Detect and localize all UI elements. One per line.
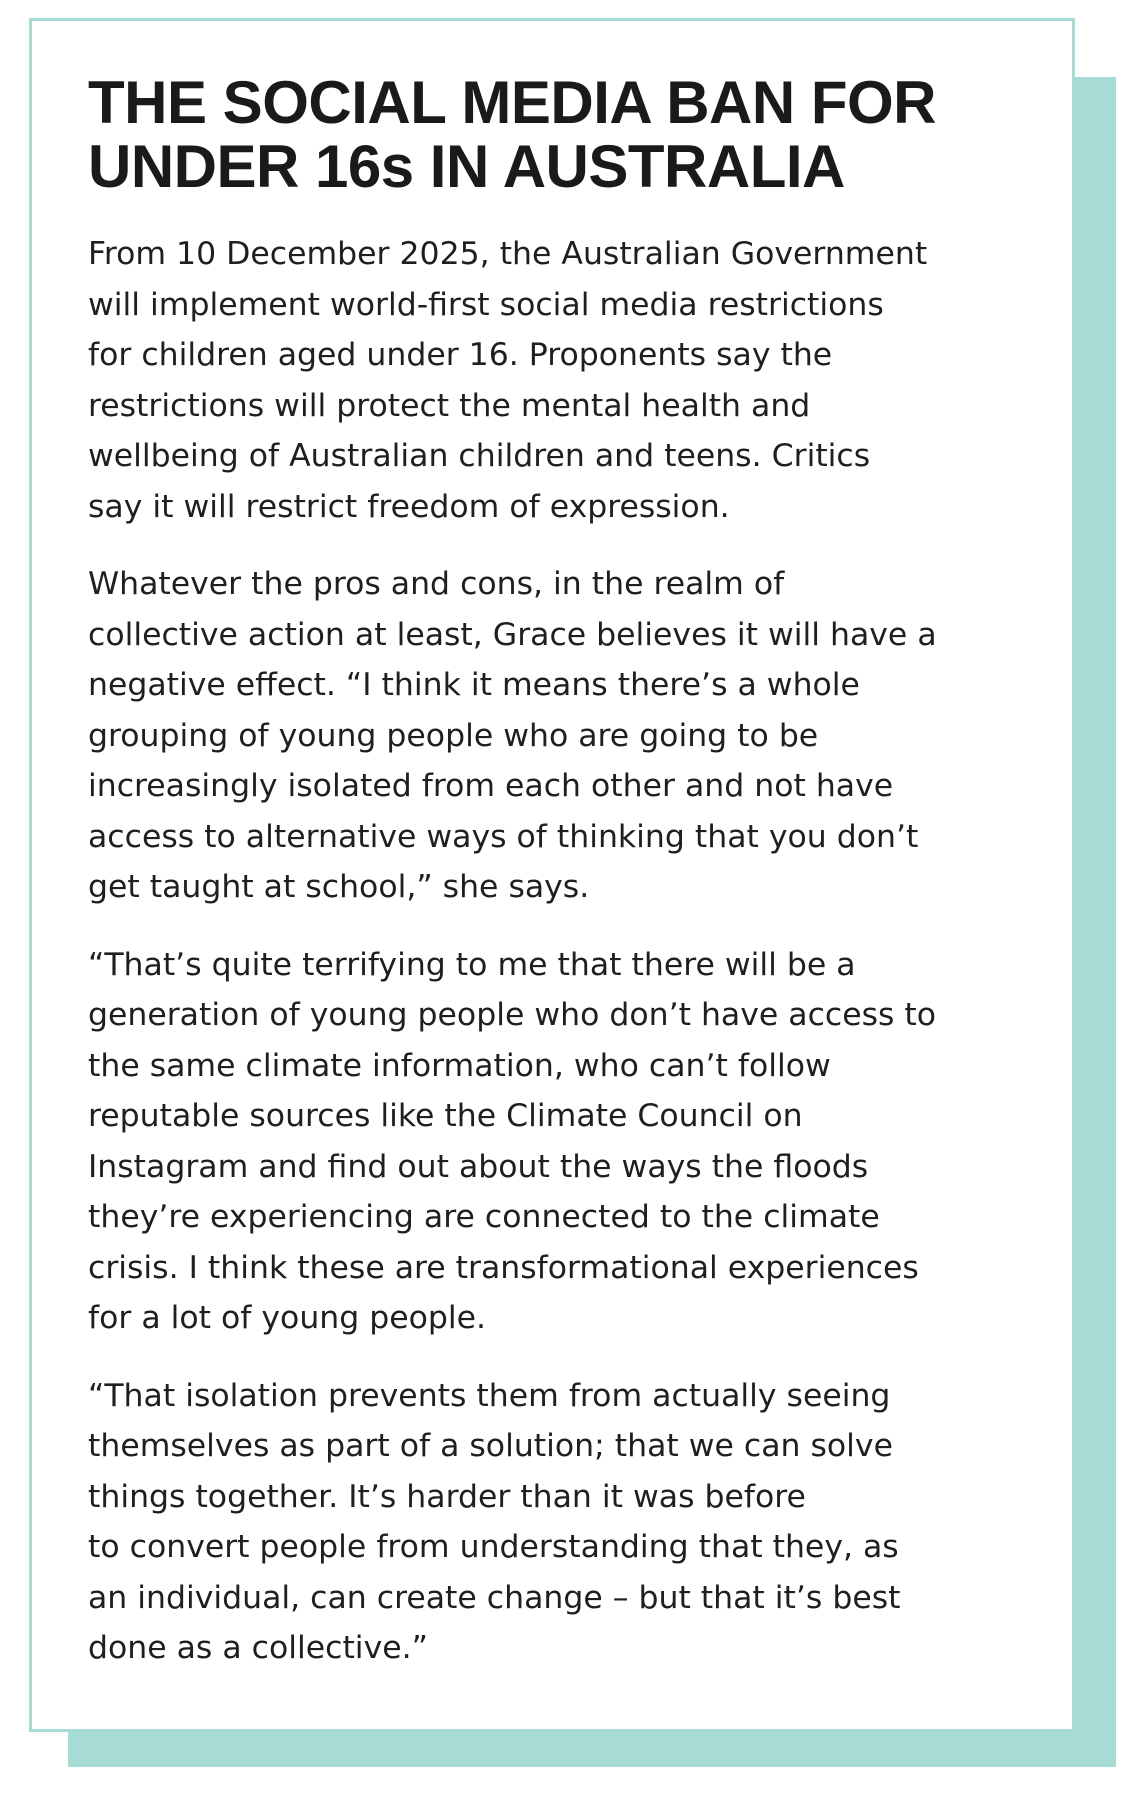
article-title: THE SOCIAL MEDIA BAN FOR UNDER 16s IN AUSTRALIA [88, 69, 937, 200]
article-card [29, 18, 1075, 1732]
article-body [88, 229, 1048, 1701]
paragraph-isolation: “That isolation prevents them from actually seeing themselves as part of a solution; that we can solve things together. It’s harder than it was before to convert people from understanding that they, as an individual, can create change – but that it’s best done as a collective.” [88, 1377, 901, 1666]
paragraph-intro: From 10 December 2025, the Australian Government will implement world-first social media restrictions for children aged under 16. Proponents say the restrictions will protect the mental health and wellbeing of Australian children and teens. Critics say it will restrict freedom of expression. [88, 236, 928, 525]
paragraph-grace-view: Whatever the pros and cons, in the realm of collective action at least, Grace believes it will have a negative effect. “I think it means there’s a whole grouping of young people who are going to be increasingly isolated from each other and not have access to alternative ways of thinking that you don’t get taught at school,” she says. [88, 566, 937, 905]
paragraph-climate-information: “That’s quite terrifying to me that there will be a generation of young people who don’t have access to the same climate information, who can’t follow reputable sources like the Climate Council on Instagram and find out about the ways the floods they’re experiencing are connected to the climate crisis. I think these are transformational experiences for a lot of young people. [88, 946, 937, 1336]
